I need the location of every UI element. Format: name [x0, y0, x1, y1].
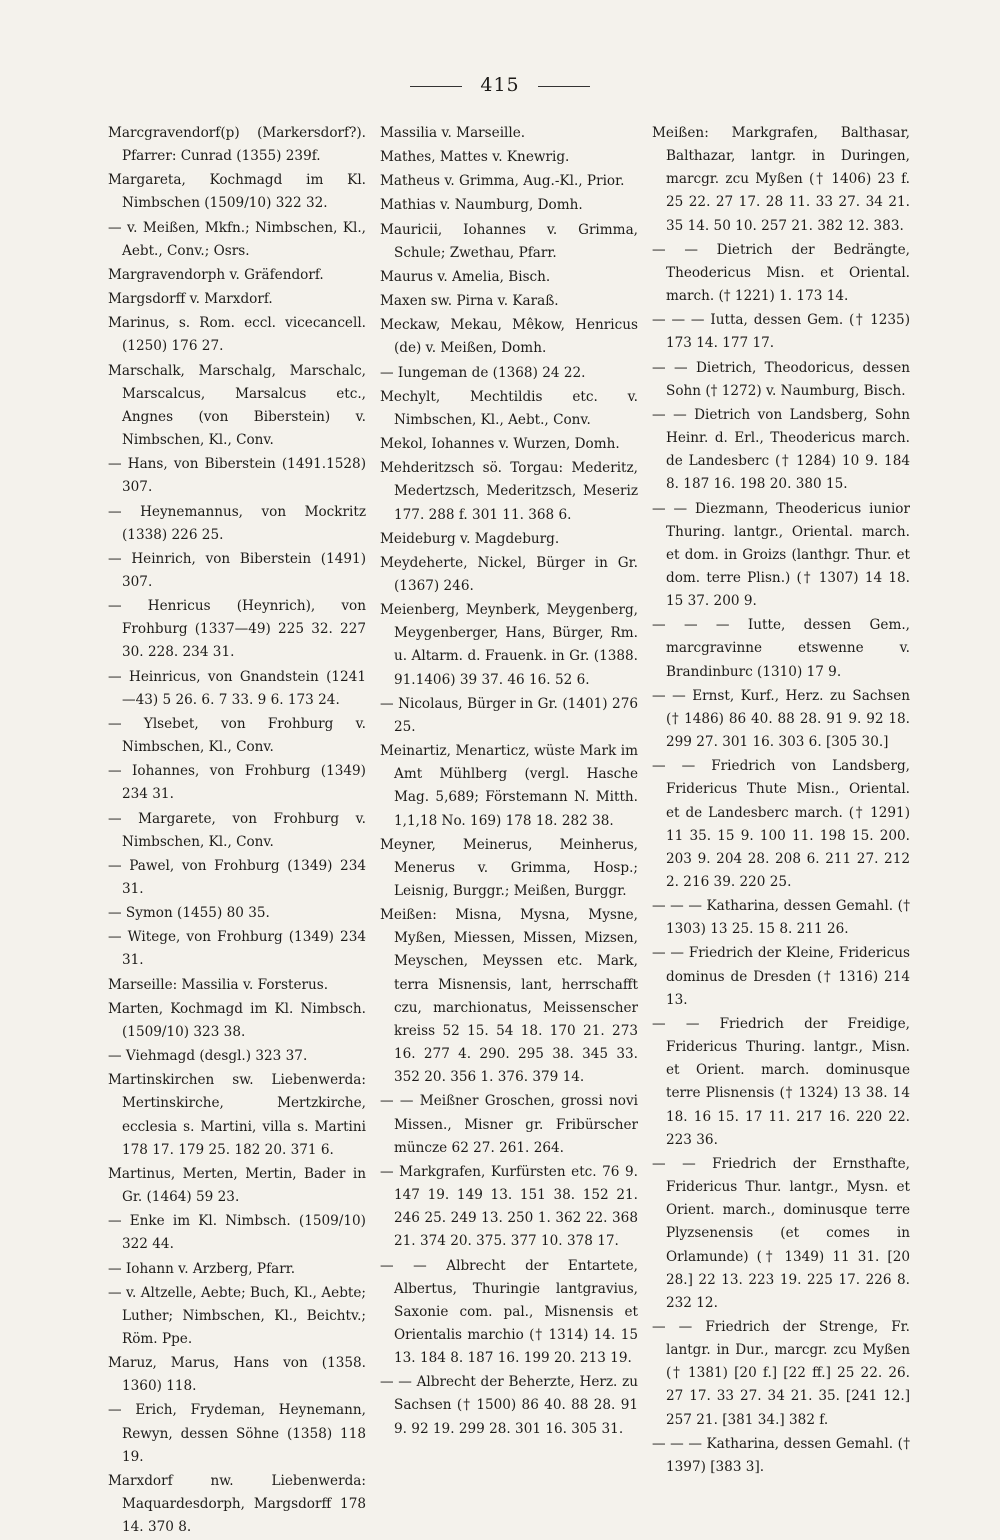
index-entry: Mechylt, Mechtildis etc. v. Nimbschen, Kl., Aebt., Conv.: [380, 388, 638, 428]
index-entry: Meinartiz, Menarticz, wüste Mark im Amt Mühlberg (vergl. Hasche Mag. 5,689; Förstemann N. Mitth. 1,1,18 No. 169) 178 18. 282 38.: [380, 743, 638, 829]
index-entry: Meckaw, Mekau, Mêkow, Henricus (de) v. Meißen, Domh.: [380, 317, 638, 357]
index-entry: — Iohannes, von Frohburg (1349) 234 31.: [108, 763, 366, 803]
index-entry: — Pawel, von Frohburg (1349) 234 31.: [108, 857, 366, 897]
index-entry: Marxdorf nw. Liebenwerda: Maquardesdorph, Margsdorff 178 14. 370 8.: [108, 1472, 366, 1536]
index-entry: Meienberg, Meynberk, Meygenberg, Meygenberger, Hans, Bürger, Rm. u. Altarm. d. Frauenk. in Gr. (1388. 91.1406) 39 37. 46 16. 52 6.: [380, 602, 638, 688]
index-entry: — Margarete, von Frohburg v. Nimbschen, Kl., Conv.: [108, 810, 366, 850]
index-entry: — Symon (1455) 80 35.: [108, 905, 270, 922]
index-entry: — v. Meißen, Mkfn.; Nimbschen, Kl., Aebt., Conv.; Osrs.: [108, 219, 366, 259]
index-entry: Marinus, s. Rom. eccl. vicecancell. (1250) 176 27.: [108, 315, 366, 355]
index-entry: Martinskirchen sw. Liebenwerda: Mertinskirche, Mertzkirche, ecclesia s. Martini, villa s. Martini 178 17. 179 25. 182 20. 371 6.: [108, 1072, 366, 1158]
index-column-1: [108, 122, 366, 1540]
index-entry: — — Meißner Groschen, grossi novi Missen., Misner gr. Fribürscher müncze 62 27. 261. 264.: [380, 1093, 638, 1156]
index-entry: — Enke im Kl. Nimbsch. (1509/10) 322 44.: [108, 1213, 366, 1253]
page-number: 415: [480, 74, 520, 96]
index-entry: — Heynemannus, von Mockritz (1338) 226 25.: [108, 503, 366, 543]
index-entry: — — — Iutte, dessen Gem., marcgravinne etswenne v. Brandinburc (1310) 17 9.: [652, 617, 910, 680]
header-rule-right: [538, 86, 590, 87]
index-entry: — Viehmagd (desgl.) 323 37.: [108, 1048, 308, 1065]
index-entry: — — — Katharina, dessen Gemahl. († 1397) [383 3].: [652, 1435, 910, 1475]
index-entry: Meideburg v. Magdeburg.: [380, 530, 560, 547]
page-number-header: [0, 74, 1000, 96]
index-entry: — Witege, von Frohburg (1349) 234 31.: [108, 929, 366, 969]
index-entry: Meydeherte, Nickel, Bürger in Gr. (1367) 246.: [380, 554, 638, 594]
index-entry: Mathes, Mattes v. Knewrig.: [380, 149, 570, 166]
index-entry: Marten, Kochmagd im Kl. Nimbsch. (1509/10) 323 38.: [108, 1000, 366, 1040]
index-entry: — Iungeman de (1368) 24 22.: [380, 364, 586, 381]
index-entry: — — Friedrich der Freidige, Fridericus Thuring. lantgr., Misn. et Orient. march. dominusque terre Plisnensis († 1324) 13 38. 14 18. 16 15. 17 11. 217 16. 220 22. 223 36.: [652, 1015, 910, 1148]
index-column-2: [380, 122, 638, 1442]
index-entry: Mauricii, Iohannes v. Grimma, Schule; Zwethau, Pfarr.: [380, 221, 638, 261]
index-entry: — — — Iutta, dessen Gem. († 1235) 173 14. 177 17.: [652, 312, 910, 352]
index-entry: — Hans, von Biberstein (1491.1528) 307.: [108, 456, 366, 496]
index-entry: — Ylsebet, von Frohburg v. Nimbschen, Kl., Conv.: [108, 715, 366, 756]
index-entry: — — Albrecht der Beherzte, Herz. zu Sachsen († 1500) 86 40. 88 28. 91 9. 92 19. 299 28. 301 16. 305 31.: [380, 1374, 638, 1437]
index-entry: — v. Altzelle, Aebte; Buch, Kl., Aebte; Luther; Nimbschen, Kl., Beichtv.; Röm. Ppe.: [108, 1284, 366, 1347]
index-entry: Mathias v. Naumburg, Domh.: [380, 197, 583, 214]
index-entry: Maruz, Marus, Hans von (1358. 1360) 118.: [108, 1355, 366, 1395]
index-entry: Meyner, Meinerus, Meinherus, Menerus v. Grimma, Hosp.; Leisnig, Burggr.; Meißen, Burggr.: [380, 836, 638, 899]
index-entry: — — Dietrich, Theodoricus, dessen Sohn († 1272) v. Naumburg, Bisch.: [652, 359, 910, 399]
index-entry: — — Ernst, Kurf., Herz. zu Sachsen († 1486) 86 40. 88 28. 91 9. 92 18. 299 27. 301 16. 303 6. [305 30.]: [652, 687, 910, 751]
index-entry: — Markgrafen, Kurfürsten etc. 76 9. 147 19. 149 13. 151 38. 152 21. 246 25. 249 13. 250 1. 362 22. 368 21. 374 20. 375. 377 10. 378 17.: [380, 1163, 638, 1250]
index-entry: — Erich, Frydeman, Heynemann, Rewyn, dessen Söhne (1358) 118 19.: [108, 1402, 366, 1465]
index-entry: — — Friedrich der Strenge, Fr. lantgr. in Dur., marcgr. zcu Myßen († 1381) [20 f.] [22 ff.] 25 22. 26. 27 17. 33 27. 34 21. 35. [241 12.] 257 21. [381 34.] 382 f.: [652, 1318, 910, 1428]
header-rule-left: [410, 86, 462, 87]
index-entry: Maxen sw. Pirna v. Karaß.: [380, 293, 559, 310]
index-entry: Matheus v. Grimma, Aug.-Kl., Prior.: [380, 173, 625, 190]
index-column-3: [652, 122, 910, 1480]
index-entry: — Henricus (Heynrich), von Frohburg (1337—49) 225 32. 227 30. 228. 234 31.: [108, 598, 366, 661]
index-entry: Meißen: Misna, Mysna, Mysne, Myßen, Miessen, Missen, Mizsen, Meyschen, Meyssen etc. Mark, terra Misnensis, lant, herrschafft czu, marchionatus, Meissenscher kreiss 52 15. 54 18. 170 21. 273 16. 277 4. 290. 295 38. 345 33. 352 20. 356 1. 376. 379 14.: [380, 907, 638, 1086]
index-entry: — — Diezmann, Theodericus iunior Thuring. lantgr., Oriental. march. et dom. in Groizs (lanthgr. Thur. et dom. terre Plisn.) († 1307) 14 18. 15 37. 200 9.: [652, 500, 910, 610]
index-entry: — Iohann v. Arzberg, Pfarr.: [108, 1260, 296, 1277]
index-entry: Marseille: Massilia v. Forsterus.: [108, 976, 329, 993]
index-entry: Mekol, Iohannes v. Wurzen, Domh.: [380, 436, 620, 453]
index-entry: — — — Katharina, dessen Gemahl. († 1303) 13 25. 15 8. 211 26.: [652, 898, 910, 938]
index-entry: — Nicolaus, Bürger in Gr. (1401) 276 25.: [380, 695, 638, 735]
index-entry: Marcgravendorf(p) (Markersdorf?). Pfarrer: Cunrad (1355) 239f.: [108, 125, 366, 165]
index-entry: Massilia v. Marseille.: [380, 125, 526, 141]
index-entry: Maurus v. Amelia, Bisch.: [380, 268, 551, 285]
index-entry: Martinus, Merten, Mertin, Bader in Gr. (1464) 59 23.: [108, 1165, 366, 1206]
index-entry: — — Friedrich der Ernsthafte, Fridericus Thur. lantgr., Mysn. et Orient. march., dominusque terre Plyzsenensis (et comes in Orlamunde) († 1349) 11 31. [20 28.] 22 13. 223 19. 225 17. 226 8. 232 12.: [652, 1155, 910, 1311]
index-entry: — Heinricus, von Gnandstein (1241 —43) 5 26. 6. 7 33. 9 6. 173 24.: [108, 668, 366, 708]
index-entry: Margareta, Kochmagd im Kl. Nimbschen (1509/10) 322 32.: [108, 172, 366, 212]
index-entry: — — Friedrich der Kleine, Fridericus dominus de Dresden († 1316) 214 13.: [652, 945, 910, 1008]
index-entry: — — Albrecht der Entartete, Albertus, Thuringie lantgravius, Saxonie com. pal., Misnensis et Orientalis marchio († 1314) 14. 15 13. 184 8. 187 16. 199 20. 213 19.: [380, 1257, 638, 1367]
index-entry: Mehderitzsch sö. Torgau: Mederitz, Medertzsch, Mederitzsch, Meseriz 177. 288 f. 301 11. 368 6.: [380, 460, 638, 523]
index-entry: Marschalk, Marschalg, Marschalc, Marscalcus, Marsalcus etc., Angnes (von Biberstein) v. Nimbschen, Kl., Conv.: [108, 362, 366, 449]
index-entry: Meißen: Markgrafen, Balthasar, Balthazar, lantgr. in Duringen, marcgr. zcu Myßen († 1406) 23 f. 25 22. 27 17. 28 11. 33 27. 34 21. 35 14. 50 10. 257 21. 382 12. 383.: [652, 125, 910, 234]
index-entry: — — Dietrich der Bedrängte, Theodericus Misn. et Oriental. march. († 1221) 1. 173 14.: [652, 241, 910, 305]
index-entry: Margravendorph v. Gräfendorf.: [108, 266, 324, 283]
index-entry: — — Dietrich von Landsberg, Sohn Heinr. d. Erl., Theodericus march. de Landesberc († 1284) 10 9. 184 8. 187 16. 198 20. 380 15.: [652, 406, 910, 493]
index-entry: — — Friedrich von Landsberg, Fridericus Thute Misn., Oriental. et de Landesberc march. († 1291) 11 35. 15 9. 100 11. 198 15. 200. 203 9. 204 28. 208 6. 211 27. 212 2. 216 39. 220 25.: [652, 758, 910, 890]
index-entry: Margsdorff v. Marxdorf.: [108, 291, 273, 308]
index-entry: — Heinrich, von Biberstein (1491) 307.: [108, 550, 366, 590]
